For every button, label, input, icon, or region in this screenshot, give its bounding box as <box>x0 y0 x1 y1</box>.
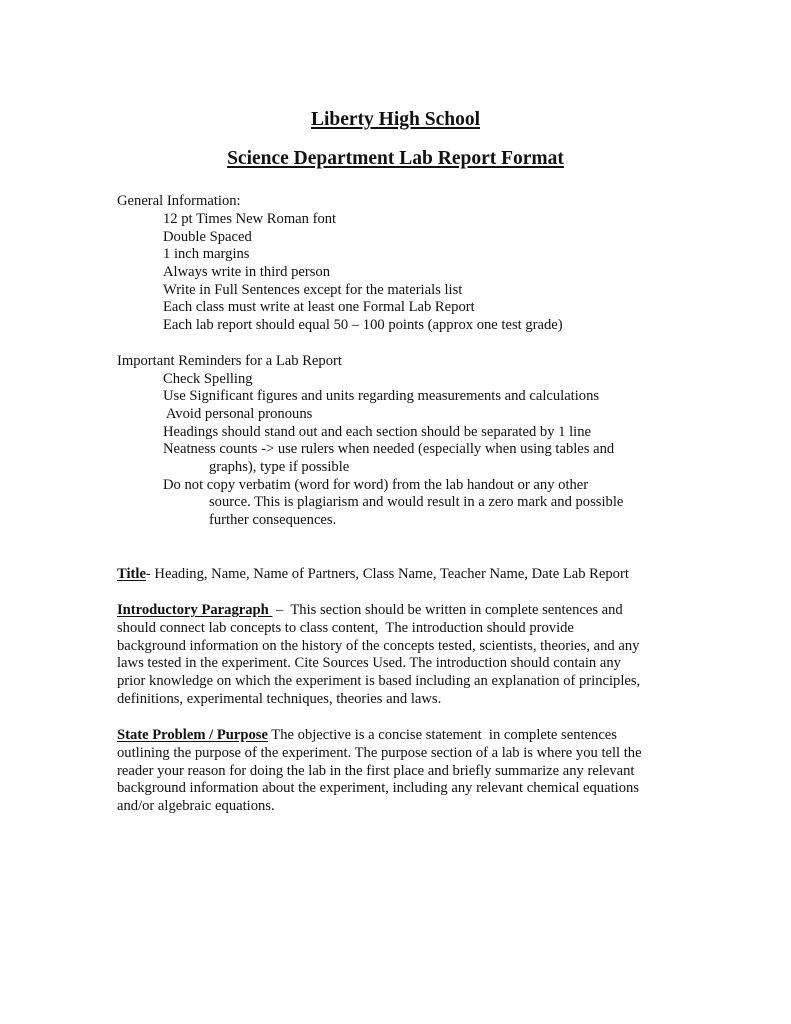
intro-text-line: definitions, experimental techniques, theories and laws. <box>117 690 442 707</box>
reminder-item-continuation: further consequences. <box>209 512 337 528</box>
purpose-text-line: reader your reason for doing the lab in the first place and briefly summarize any relevant <box>117 762 635 779</box>
purpose-section <box>117 727 677 816</box>
intro-section-heading: Introductory Paragraph <box>117 602 273 618</box>
title-section <box>117 566 629 584</box>
reminder-item: Use Significant figures and units regarding measurements and calculations <box>163 388 600 404</box>
general-info-heading: General Information: <box>117 193 241 209</box>
general-info-item: 1 inch margins <box>163 246 250 262</box>
purpose-section-heading: State Problem / Purpose <box>117 727 268 743</box>
reminder-item: Avoid personal pronouns <box>163 406 313 422</box>
general-info-item: Double Spaced <box>163 229 252 245</box>
purpose-text-line: outlining the purpose of the experiment. The purpose section of a lab is where you tell the <box>117 744 642 761</box>
title-section-text: - Heading, Name, Name of Partners, Class Name, Teacher Name, Date Lab Report <box>145 566 629 582</box>
title-section-heading: Title <box>117 566 146 582</box>
reminder-item: Headings should stand out and each section should be separated by 1 line <box>163 424 591 440</box>
school-name-heading: Liberty High School <box>310 109 481 130</box>
purpose-text-line: and/or algebraic equations. <box>117 798 275 815</box>
intro-text-line: background information on the history of the concepts tested, scientists, theories, and any <box>117 637 640 654</box>
reminder-item: Do not copy verbatim (word for word) from the lab handout or any other <box>163 477 589 493</box>
document-title: Science Department Lab Report Format <box>227 148 564 169</box>
reminder-item: Neatness counts -> use rulers when needed (especially when using tables and <box>163 441 615 457</box>
reminder-item-continuation: source. This is plagiarism and would result in a zero mark and possible <box>209 494 624 510</box>
purpose-text-line: background information about the experiment, including any relevant chemical equations <box>117 780 639 797</box>
intro-text-line: prior knowledge on which the experiment is based including an explanation of principles, <box>117 673 641 690</box>
general-info-item: Each class must write at least one Formal Lab Report <box>163 299 475 315</box>
intro-text-line: laws tested in the experiment. Cite Sources Used. The introduction should contain any <box>117 655 621 672</box>
reminder-item: Check Spelling <box>163 371 253 387</box>
general-info-item: Always write in third person <box>163 264 330 280</box>
general-info-item: 12 pt Times New Roman font <box>163 211 337 227</box>
general-info-item: Write in Full Sentences except for the materials list <box>163 282 463 298</box>
general-info-item: Each lab report should equal 50 – 100 points (approx one test grade) <box>163 317 563 333</box>
intro-section <box>117 602 677 709</box>
intro-text-line: – This section should be written in complete sentences and <box>272 602 623 618</box>
intro-text-line: should connect lab concepts to class content, The introduction should provide <box>117 619 574 636</box>
purpose-text-line: The objective is a concise statement in complete sentences <box>267 727 617 743</box>
reminders-heading: Important Reminders for a Lab Report <box>117 353 342 369</box>
reminder-item-continuation: graphs), type if possible <box>209 459 350 475</box>
